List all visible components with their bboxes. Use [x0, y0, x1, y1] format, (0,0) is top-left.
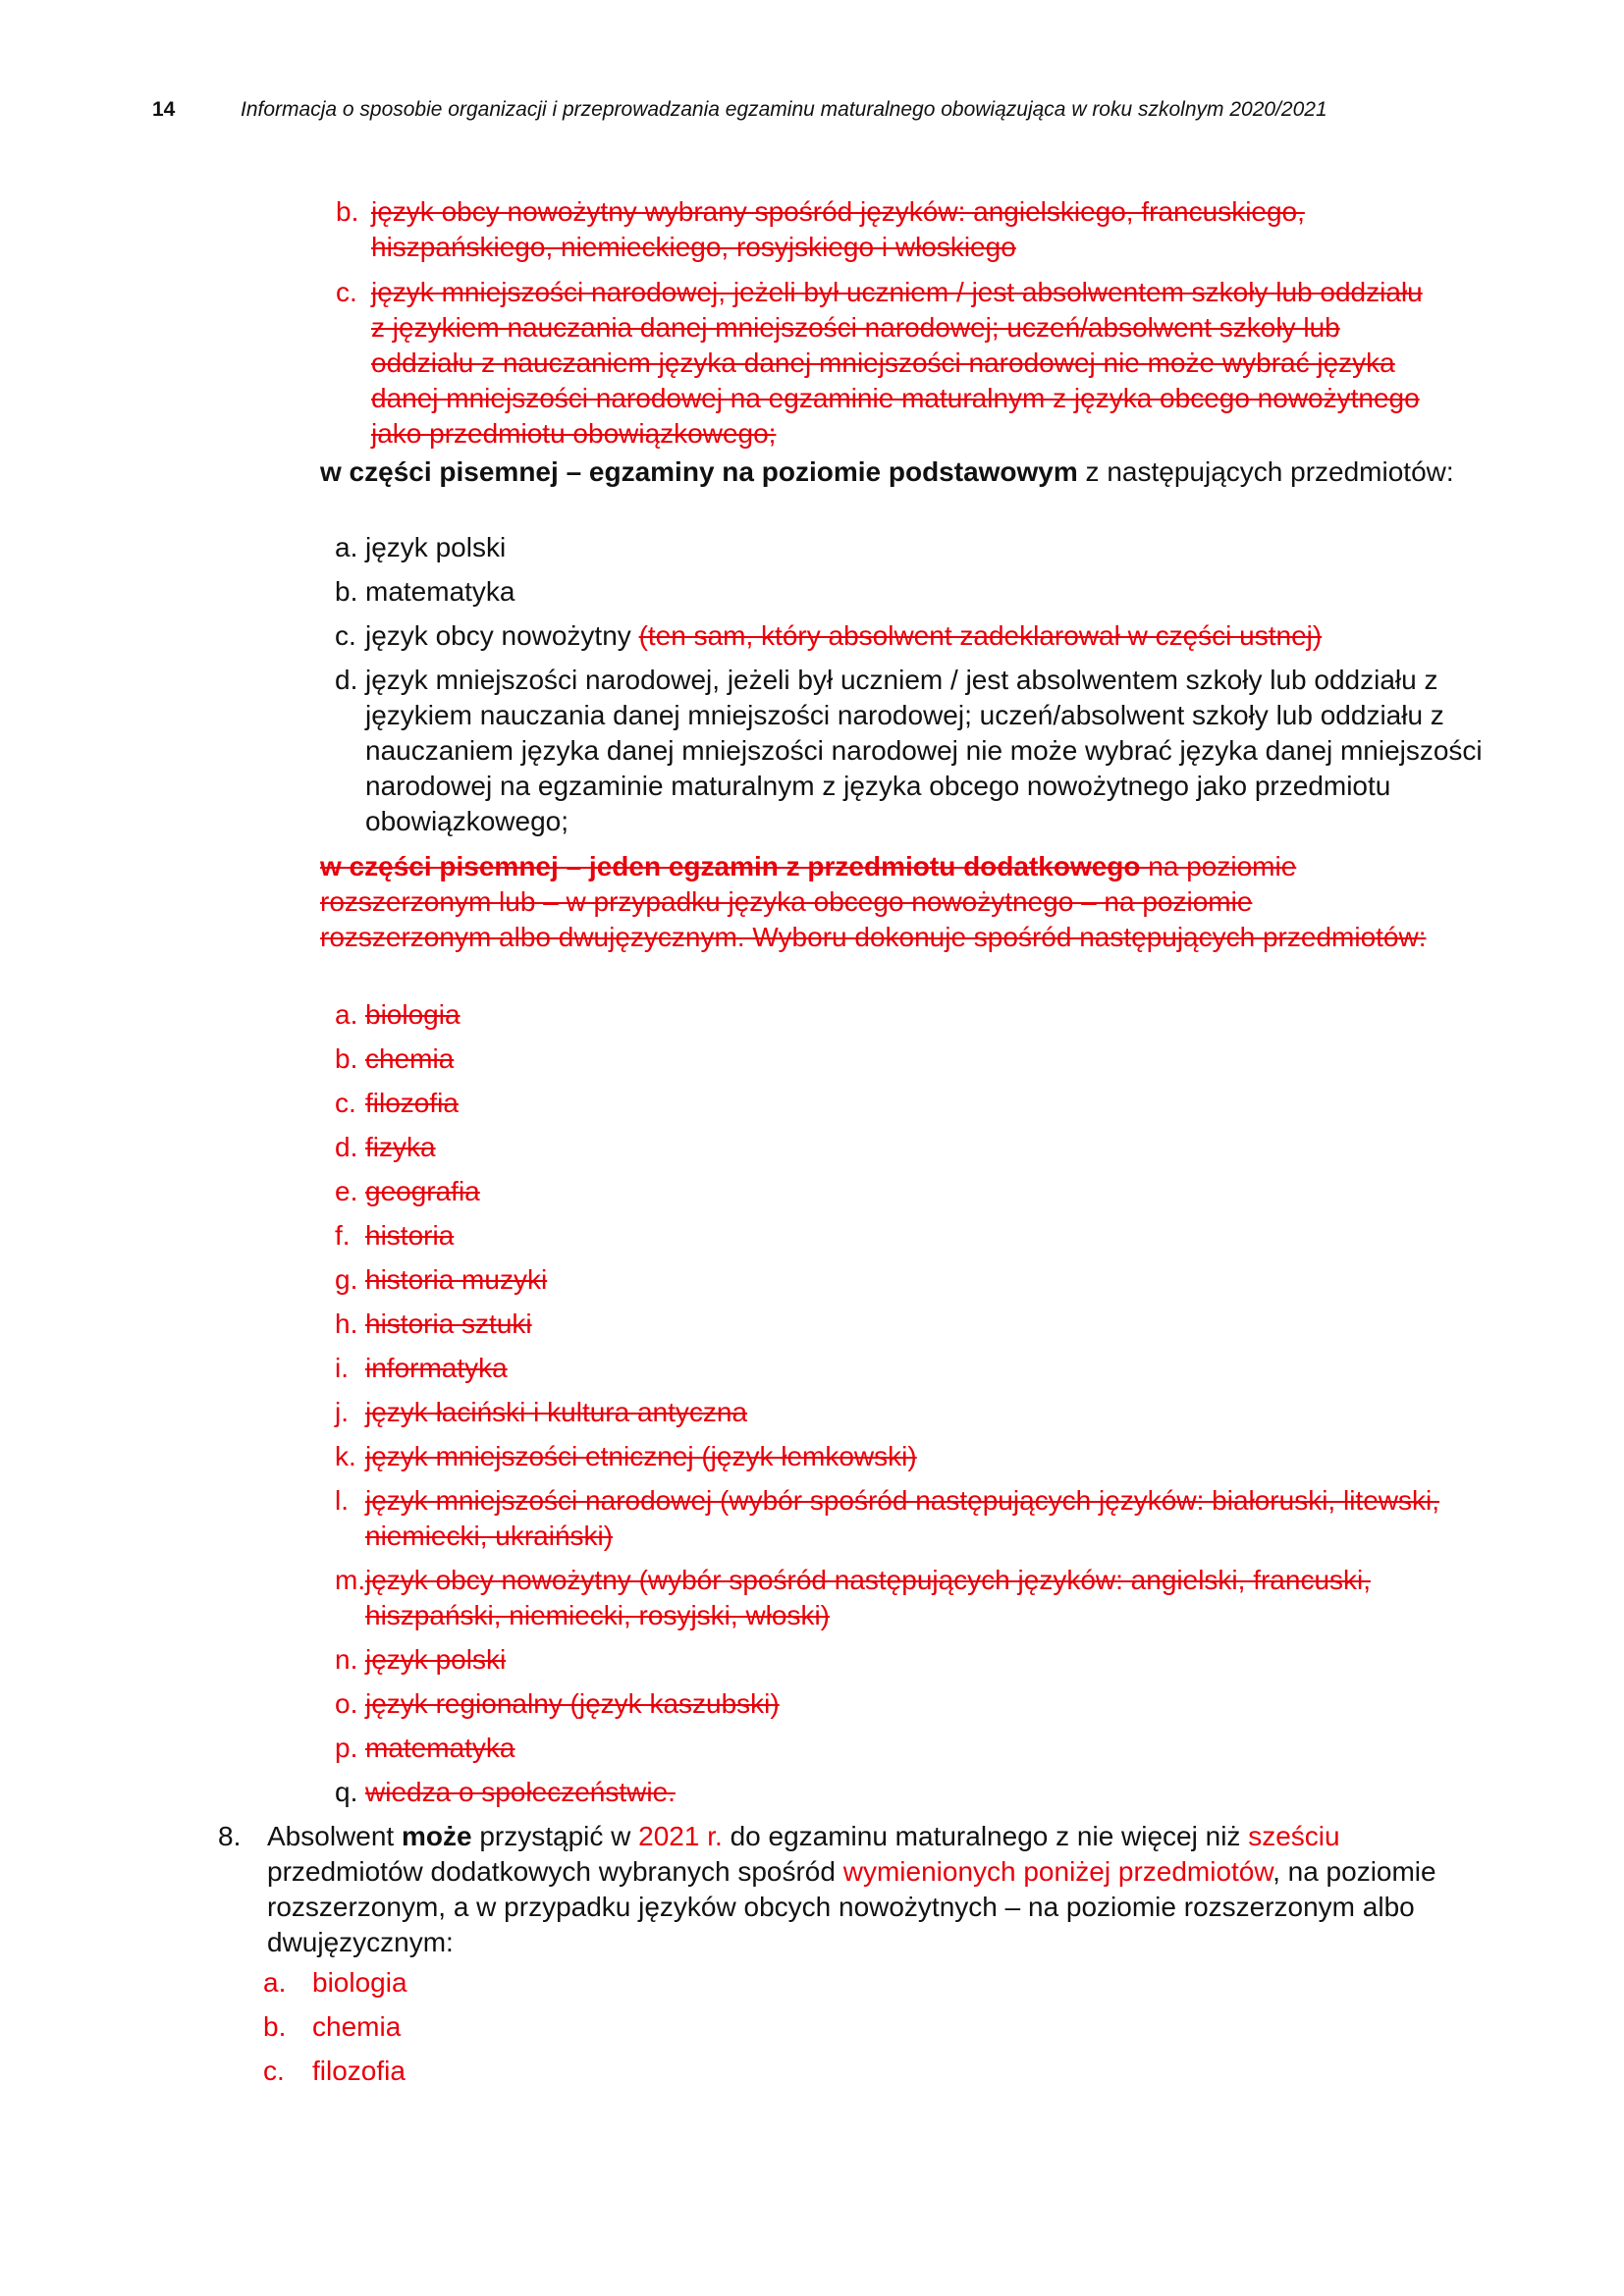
inserted-subjects-list [263, 1965, 754, 2098]
deleted-text: język łaciński i kultura antyczna [365, 1397, 748, 1427]
list-marker: c. [336, 277, 357, 307]
inserted-text: sześciu [1248, 1821, 1340, 1851]
list-marker: g. [335, 1264, 358, 1295]
list-item [335, 1483, 1513, 1554]
emphasis-text: może [401, 1821, 472, 1851]
deleted-text: historia muzyki [365, 1264, 548, 1295]
list-item [335, 1686, 1513, 1722]
list-item [335, 1775, 1513, 1810]
list-marker: b. [263, 2011, 287, 2042]
deleted-text: historia sztuki [365, 1308, 532, 1339]
list-marker: d. [335, 1132, 358, 1162]
list-item [335, 1642, 1513, 1678]
paragraph-text: na poziomie rozszerzonym lub – w przypadku języka obcego nowożytnego – na poziomie rozszerzonym albo dwujęzycznym. Wyboru dokonuje spośród następujących przedmiotów: [320, 851, 1427, 952]
list-item [263, 2009, 754, 2045]
list-marker: f. [335, 1220, 351, 1251]
inserted-text: wymienionych poniżej przedmiotów [842, 1856, 1273, 1887]
text-run: przystąpić w [471, 1821, 639, 1851]
list-item [335, 997, 1513, 1033]
deleted-text: język mniejszości etnicznej (język łemkowski) [365, 1441, 917, 1471]
paragraph-lead: w części pisemnej – jeden egzamin z przedmiotu dodatkowego [320, 851, 1141, 881]
list-item [335, 1262, 1513, 1298]
deleted-text: filozofia [365, 1088, 459, 1118]
deleted-text: język regionalny (język kaszubski) [365, 1688, 780, 1719]
page-number: 14 [152, 98, 176, 121]
deleted-text: język obcy nowożytny wybrany spośród języków: angielskiego, francuskiego, hiszpańskiego, niemieckiego, rosyjskiego i włoskiego [371, 196, 1305, 262]
inserted-text: biologia [312, 1967, 407, 1998]
list-item-text: język polski [365, 532, 507, 562]
list-marker: b. [336, 196, 359, 227]
list-item [335, 1307, 1513, 1342]
list-marker: j. [335, 1397, 349, 1427]
deleted-text: biologia [365, 999, 460, 1030]
list-item-text: język mniejszości narodowej, jeżeli był uczniem / jest absolwentem szkoły lub oddziału z językiem nauczania danej mniejszości narodowej; uczeń/absolwent szkoły lub oddziału z nauczaniem języka danej mniejszości narodowej nie może wybrać języka danej mniejszości narodowej na egzaminie maturalnym z języka obcego nowożytnego jako przedmiotu obowiązkowego; [365, 665, 1483, 836]
list-item [335, 1174, 1513, 1209]
list-marker: a. [263, 1967, 287, 1998]
list-marker: e. [335, 1176, 358, 1206]
list-item [263, 1965, 754, 2001]
deleted-text: język mniejszości narodowej (wybór spośród następujących języków: białoruski, litewski, niemiecki, ukraiński) [365, 1485, 1439, 1551]
list-marker: n. [335, 1644, 358, 1675]
deleted-text: język polski [365, 1644, 507, 1675]
list-marker: c. [335, 1088, 356, 1118]
text-run: Absolwent [267, 1821, 402, 1851]
list-marker: a. [335, 999, 358, 1030]
list-marker: q. [335, 1777, 358, 1807]
list-item [335, 574, 1503, 610]
inserted-text: chemia [312, 2011, 402, 2042]
list-item [335, 1395, 1513, 1430]
deleted-text: język obcy nowożytny (wybór spośród następujących języków: angielski, francuski, hiszpański, niemiecki, rosyjski, włoski) [365, 1565, 1372, 1630]
list-marker: m. [335, 1565, 366, 1595]
list-item [335, 1731, 1513, 1766]
paragraph-text: z następujących przedmiotów: [1077, 456, 1454, 487]
deleted-text: wiedza o społeczeństwie. [365, 1777, 676, 1807]
list-item-text: matematyka [365, 576, 515, 607]
text-run: , na poziomie rozszerzonym, a w przypadku języków obcych nowożytnych – na poziomie rozszerzonym albo dwujęzycznym: [267, 1856, 1436, 1957]
list-marker: d. [335, 665, 358, 695]
deleted-text: matematyka [365, 1733, 515, 1763]
list-marker: b. [335, 1043, 358, 1074]
inserted-text: 2021 r. [638, 1821, 723, 1851]
list-item-text: język obcy nowożytny [365, 620, 631, 651]
item-number: 8. [218, 1821, 242, 1851]
basic-level-paragraph [320, 454, 1498, 490]
list-marker: c. [335, 620, 356, 651]
page-header [152, 94, 1527, 126]
deleted-text: (ten sam, który absolwent zadeklarował w części ustnej) [638, 620, 1323, 651]
deleted-text: historia [365, 1220, 455, 1251]
basic-subjects-list [335, 530, 1503, 848]
list-item [336, 194, 1435, 265]
deleted-language-list [336, 194, 1435, 461]
list-marker: c. [263, 2056, 285, 2086]
list-item [335, 1563, 1513, 1633]
list-item [335, 618, 1503, 654]
list-item [263, 2054, 754, 2089]
list-item [336, 275, 1435, 452]
list-marker: p. [335, 1733, 358, 1763]
text-run: do egzaminu maturalnego z nie więcej niż [722, 1821, 1249, 1851]
list-item [335, 1086, 1513, 1121]
deleted-text: fizyka [365, 1132, 436, 1162]
list-item [335, 663, 1503, 839]
deleted-text: chemia [365, 1043, 455, 1074]
list-item [335, 1041, 1513, 1077]
deleted-extra-subject-paragraph [320, 849, 1430, 955]
list-item [335, 1351, 1513, 1386]
list-marker: l. [335, 1485, 349, 1516]
item-body [267, 1819, 1485, 1960]
list-item [335, 530, 1503, 565]
paragraph-lead: w części pisemnej – egzaminy na poziomie podstawowym [320, 456, 1078, 487]
list-marker: b. [335, 576, 358, 607]
numbered-item-8 [218, 1819, 1485, 1960]
list-marker: o. [335, 1688, 358, 1719]
deleted-extra-subjects-list [335, 997, 1513, 1819]
deleted-text: geografia [365, 1176, 480, 1206]
list-marker: h. [335, 1308, 358, 1339]
text-run: przedmiotów dodatkowych wybranych spośród [267, 1856, 843, 1887]
list-marker: a. [335, 532, 358, 562]
inserted-text: filozofia [312, 2056, 406, 2086]
list-marker: i. [335, 1353, 349, 1383]
list-marker: k. [335, 1441, 356, 1471]
deleted-text: informatyka [365, 1353, 508, 1383]
list-item [335, 1218, 1513, 1254]
list-item [335, 1439, 1513, 1474]
document-title: Informacja o sposobie organizacji i przeprowadzania egzaminu maturalnego obowiązująca w roku szkolnym 2020/2021 [241, 98, 1327, 121]
deleted-text: język mniejszości narodowej, jeżeli był uczniem / jest absolwentem szkoły lub oddziału z językiem nauczania danej mniejszości narodowej; uczeń/absolwent szkoły lub oddziału z nauczaniem języka danej mniejszości narodowej nie może wybrać języka danej mniejszości narodowej na egzaminie maturalnym z języka obcego nowożytnego jako przedmiotu obowiązkowego; [371, 277, 1423, 449]
list-item [335, 1130, 1513, 1165]
